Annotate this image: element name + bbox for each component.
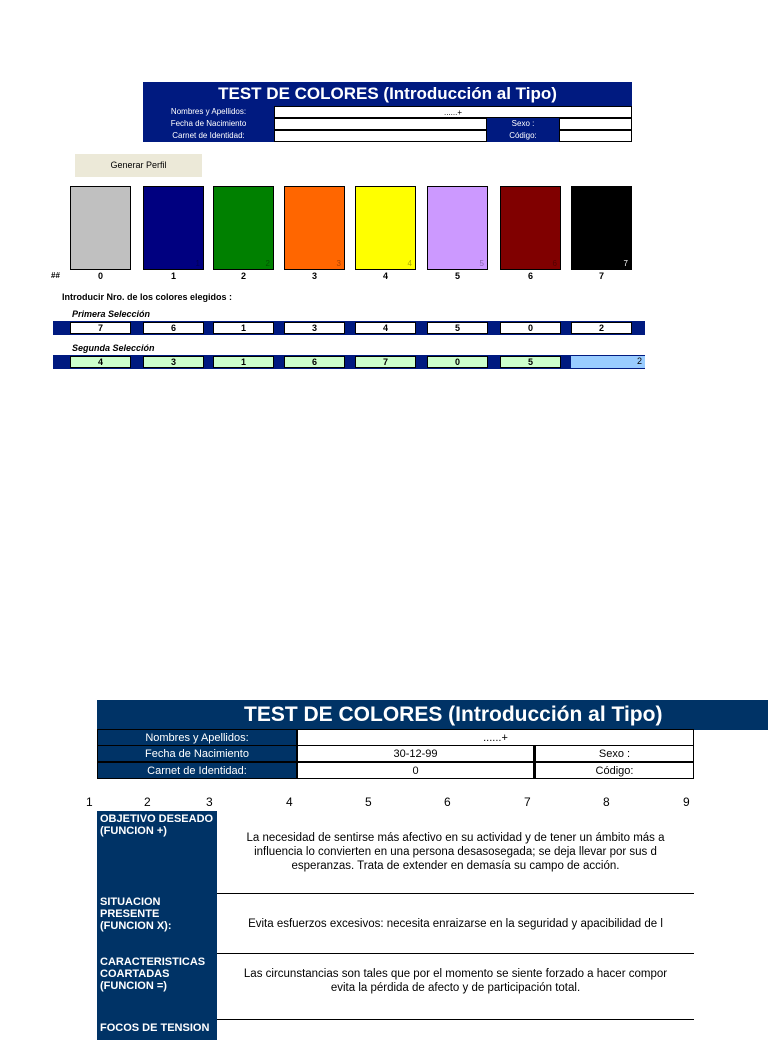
report-birthdate-row — [97, 745, 694, 762]
code-field[interactable] — [559, 130, 632, 142]
test-title: TEST DE COLORES (Introducción al Tipo) — [143, 82, 632, 106]
report-name-value: ......+ — [297, 729, 694, 746]
color-number: 2 — [240, 271, 246, 281]
second-selection-title: Segunda Selección — [72, 343, 155, 353]
report-name-label: Nombres y Apellidos: — [97, 729, 297, 746]
selection-cell[interactable]: 5 — [500, 356, 561, 368]
selection-cell[interactable]: 5 — [427, 322, 488, 334]
selection-cell[interactable]: 2 — [571, 356, 645, 368]
selection-cell[interactable]: 4 — [70, 356, 131, 368]
color-swatch-0[interactable] — [70, 186, 131, 270]
sex-label: Sexo : — [487, 118, 559, 130]
report-name-row — [97, 729, 694, 746]
report-code-label: Código: — [535, 762, 694, 779]
hash-marker: ## — [51, 271, 60, 280]
section-objetivo-label: OBJETIVO DESEADO (FUNCION +) — [97, 811, 217, 894]
color-swatch-index: 7 — [623, 259, 628, 268]
section-caracteristicas-label: CARACTERISTICAS COARTADAS (FUNCION =) — [97, 954, 217, 1020]
column-number: 7 — [524, 795, 531, 809]
section-caracteristicas-text — [217, 954, 694, 1020]
color-swatch-index: 6 — [552, 259, 557, 268]
code-label: Código: — [487, 130, 559, 142]
id-label: Carnet de Identidad: — [143, 130, 274, 142]
color-swatch-index: 4 — [407, 259, 412, 268]
selection-cell[interactable]: 3 — [284, 322, 345, 334]
selection-cell[interactable]: 0 — [500, 322, 561, 334]
selection-cell[interactable]: 1 — [213, 322, 274, 334]
selection-cell[interactable]: 7 — [355, 356, 416, 368]
color-swatch-index: 3 — [336, 259, 341, 268]
section-situacion-text — [217, 894, 694, 954]
selection-cell[interactable]: 6 — [143, 322, 204, 334]
name-label: Nombres y Apellidos: — [143, 106, 274, 118]
first-selection-title: Primera Selección — [72, 309, 151, 319]
section-caracteristicas-line: evita la pérdida de afecto y de participación total. — [330, 981, 581, 994]
section-focos-label: FOCOS DE TENSION — [97, 1020, 217, 1040]
section-objetivo-line: La necesidad de sentirse más afectivo en su actividad y de tener un ámbito más a — [246, 832, 665, 844]
column-number: 2 — [144, 795, 151, 809]
id-field[interactable] — [274, 130, 487, 142]
color-swatch-5[interactable] — [427, 186, 488, 270]
selection-cell[interactable]: 7 — [70, 322, 131, 334]
selection-cell[interactable]: 1 — [213, 356, 274, 368]
section-objetivo-text — [217, 811, 694, 894]
selection-cell[interactable]: 0 — [427, 356, 488, 368]
selection-cell[interactable]: 3 — [143, 356, 204, 368]
color-swatch-index: 5 — [479, 259, 484, 268]
report-birthdate-value: 30-12-99 — [297, 745, 535, 762]
color-number: 0 — [97, 271, 103, 281]
color-swatch-7[interactable] — [571, 186, 632, 270]
selection-cell[interactable]: 2 — [571, 322, 632, 334]
color-number: 5 — [454, 271, 460, 281]
birthdate-field[interactable] — [274, 118, 487, 130]
color-number: 1 — [170, 271, 176, 281]
column-number: 6 — [444, 795, 451, 809]
column-number: 4 — [286, 795, 293, 809]
color-number: 4 — [382, 271, 388, 281]
first-selection-bar — [53, 321, 645, 335]
color-number: 3 — [311, 271, 317, 281]
generate-profile-button[interactable]: Generar Perfil — [75, 154, 202, 177]
report-birthdate-label: Fecha de Nacimiento — [97, 745, 297, 762]
column-number: 1 — [86, 795, 93, 809]
second-selection-bar — [53, 355, 645, 369]
id-row — [143, 130, 632, 142]
name-row — [143, 106, 632, 118]
selection-cell[interactable]: 6 — [284, 356, 345, 368]
report-title: TEST DE COLORES (Introducción al Tipo) — [244, 703, 663, 726]
color-swatch-4[interactable] — [355, 186, 416, 270]
report-id-value: 0 — [297, 762, 535, 779]
color-number: 6 — [527, 271, 533, 281]
section-caracteristicas-line: Las circunstancias son tales que por el momento se siente forzado a hacer compor — [243, 967, 668, 980]
intro-text: Introducir Nro. de los colores elegidos : — [62, 292, 233, 302]
color-swatch-6[interactable] — [500, 186, 561, 270]
color-swatch-index: 2 — [265, 259, 270, 268]
birthdate-row — [143, 118, 632, 130]
section-objetivo-line: esperanzas. Trata de extender en demasía su campo de acción. — [291, 860, 620, 872]
color-swatch-1[interactable] — [143, 186, 204, 270]
sex-field[interactable] — [559, 118, 632, 130]
column-number: 3 — [206, 795, 213, 809]
birthdate-label: Fecha de Nacimiento — [143, 118, 274, 130]
report-title-bar — [97, 700, 768, 730]
name-field[interactable]: ......+ — [274, 106, 632, 118]
report-id-label: Carnet de Identidad: — [97, 762, 297, 779]
column-number: 8 — [603, 795, 610, 809]
report-id-row — [97, 762, 694, 779]
color-swatch-2[interactable] — [213, 186, 274, 270]
column-number: 9 — [683, 795, 690, 809]
color-swatch-index: 1 — [195, 259, 200, 268]
section-situacion-label: SITUACION PRESENTE (FUNCION X): — [97, 894, 217, 954]
color-swatch-3[interactable] — [284, 186, 345, 270]
section-situacion-line: Evita esfuerzos excesivos: necesita enraizarse en la seguridad y apacibilidad de l — [248, 917, 663, 930]
selection-cell[interactable]: 4 — [355, 322, 416, 334]
color-number: 7 — [598, 271, 604, 281]
report-sex-label: Sexo : — [535, 745, 694, 762]
column-number: 5 — [365, 795, 372, 809]
section-objetivo-line: influencia lo convierten en una persona desasosegada; se deja llevar por sus d — [254, 846, 657, 858]
